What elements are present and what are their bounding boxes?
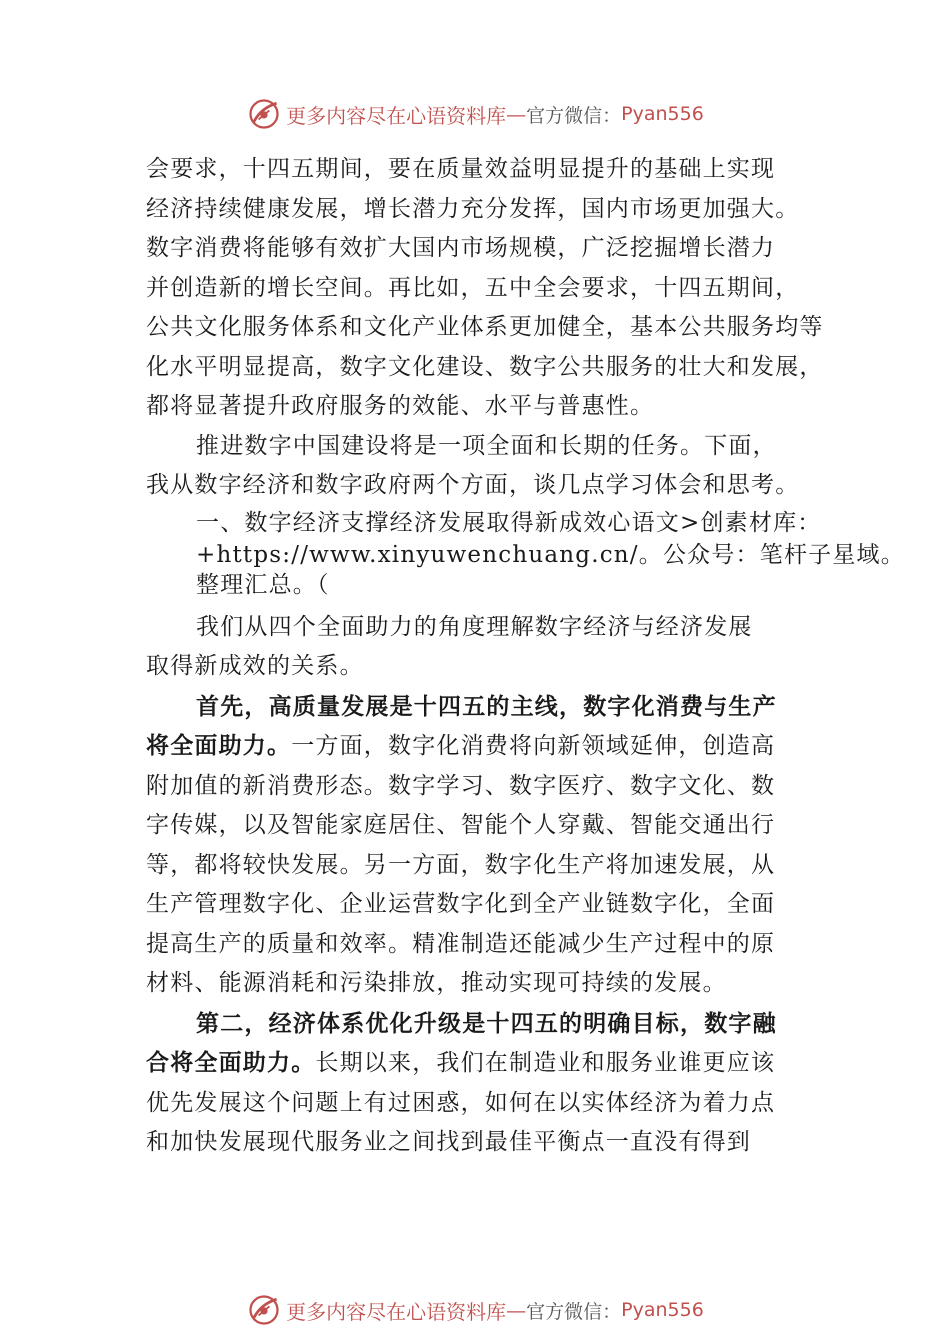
text-line: 字传媒，以及智能家庭居住、智能个人穿戴、智能交通出行	[146, 812, 776, 838]
banner-wechat-id: Pyan556	[621, 1299, 704, 1321]
banner-dash: —	[506, 102, 527, 126]
text-line: 优先发展这个问题上有过困惑，如何在以实体经济为着力点	[146, 1089, 776, 1116]
text-line: 推进数字中国建设将是一项全面和长期的任务。下面，	[196, 432, 777, 459]
text-line: 经济持续健康发展，增长潜力充分发挥，国内市场更加强大。	[146, 195, 800, 222]
bold-lead-text: 合将全面助力。	[146, 1049, 316, 1076]
section-heading: 一、数字经济支撑经济发展取得新成效心语文>创素材库：	[196, 509, 822, 536]
text-line: 都将显著提升政府服务的效能、水平与普惠性。	[146, 393, 655, 419]
mixed-line	[146, 1043, 846, 1084]
bold-lead-line: 首先，高质量发展是十四五的主线，数字化消费与生产	[196, 692, 777, 720]
text-line: 附加值的新消费形态。数字学习、数字医疗、数字文化、数	[146, 772, 776, 799]
text-line: 和加快发展现代服务业之间找到最佳平衡点一直没有得到	[146, 1129, 751, 1155]
text-line: 并创造新的增长空间。再比如，五中全会要求，十四五期间，	[146, 274, 800, 301]
text-line: +https://www.xinyuwenchuang.cn/。公众号：笔杆子星域。	[196, 541, 905, 568]
document-body	[146, 150, 905, 1163]
text-line: 等，都将较快发展。另一方面，数字化生产将加速发展，从	[146, 851, 776, 878]
banner-dash: —	[506, 1298, 527, 1322]
text-span: 一方面，数字化消费将向新领域延伸，创造高	[291, 733, 776, 759]
text-line: 会要求，十四五期间，要在质量效益明显提升的基础上实现	[146, 156, 776, 182]
text-line: 公共文化服务体系和文化产业体系更加健全，基本公共服务均等	[146, 314, 824, 340]
text-line: 我从数字经济和数字政府两个方面，谈几点学习体会和思考。	[146, 472, 800, 498]
text-line: 数字消费将能够有效扩大国内市场规模，广泛挖掘增长潜力	[146, 235, 776, 261]
bold-lead-line: 第二，经济体系优化升级是十四五的明确目标，数字融	[196, 1009, 777, 1037]
banner-main-text: 更多内容尽在心语资料库	[286, 103, 507, 128]
text-line: 化水平明显提高，数字文化建设、数字公共服务的壮大和发展，	[146, 353, 824, 380]
banner-main-text: 更多内容尽在心语资料库	[286, 1299, 507, 1324]
text-line: 整理汇总。（	[196, 571, 330, 598]
brand-logo-icon	[246, 1292, 282, 1328]
bold-lead-text: 将全面助力。	[146, 732, 292, 759]
banner-wechat-label: 官方微信：	[526, 104, 622, 127]
text-span: 长期以来，我们在制造业和服务业谁更应该	[315, 1050, 776, 1076]
brand-logo-icon	[246, 96, 282, 132]
text-line: 材料、能源消耗和污染排放，推动实现可持续的发展。	[146, 970, 727, 996]
banner-wechat-label: 官方微信：	[526, 1300, 622, 1323]
text-line: 提高生产的质量和效率。精准制造还能减少生产过程中的原	[146, 930, 776, 957]
mixed-line	[146, 726, 846, 767]
header-banner	[0, 94, 950, 134]
text-line: 我们从四个全面助力的角度理解数字经济与经济发展	[196, 613, 753, 640]
footer-banner	[0, 1290, 950, 1330]
text-line: 取得新成效的关系。	[146, 653, 364, 679]
text-line: 生产管理数字化、企业运营数字化到全产业链数字化，全面	[146, 891, 776, 917]
banner-wechat-id: Pyan556	[621, 103, 704, 125]
